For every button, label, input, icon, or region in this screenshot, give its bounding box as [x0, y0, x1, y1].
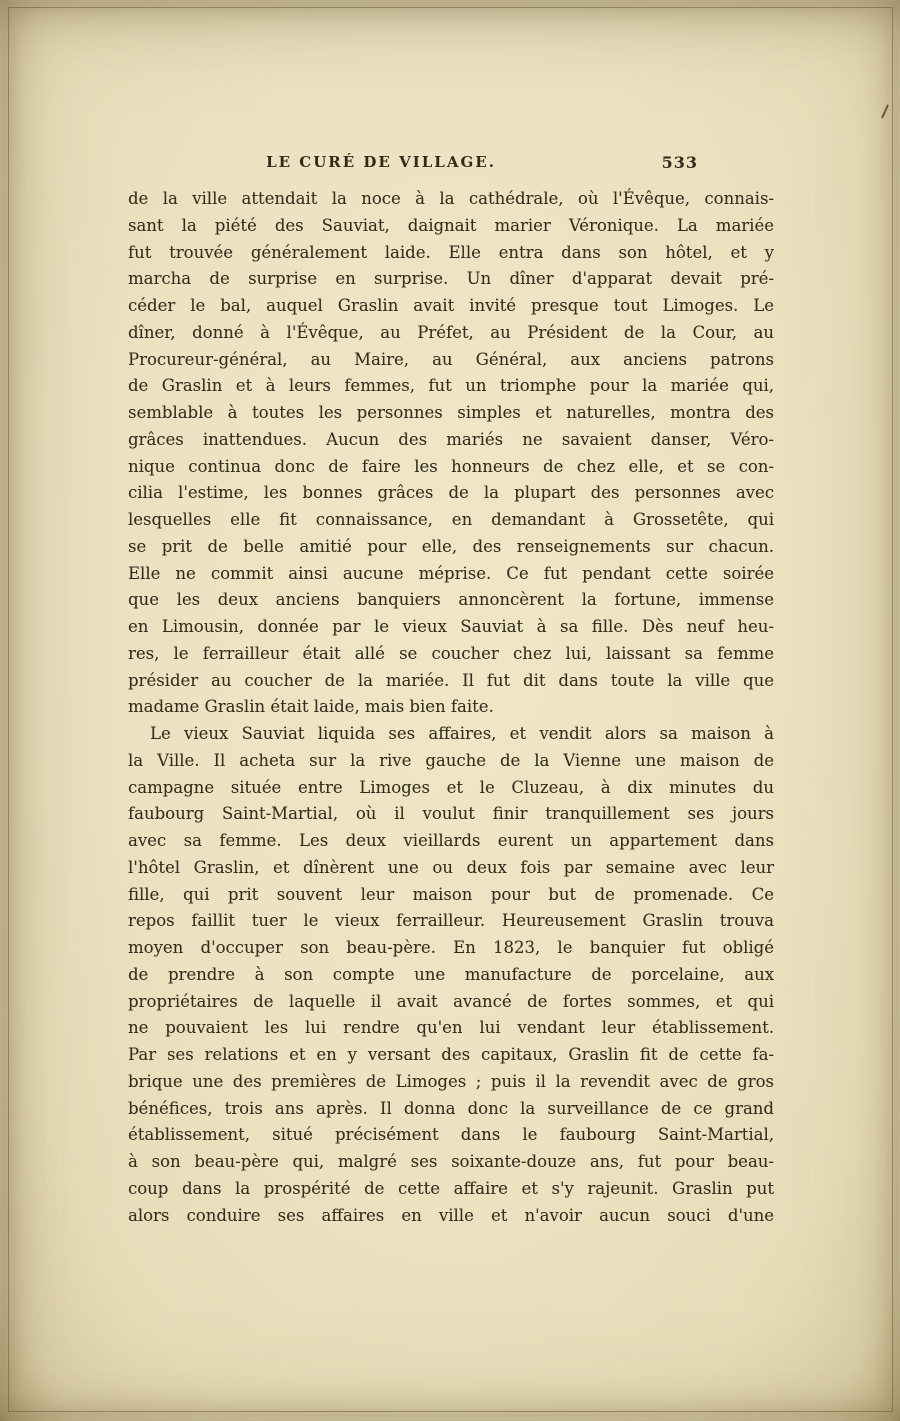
text-line: alors conduire ses affaires en ville et n'avoir aucun souci d'une — [128, 1205, 774, 1225]
text-line: que les deux anciens banquiers annoncèrent la fortune, immense — [128, 590, 774, 610]
running-header — [128, 153, 774, 175]
text-line: de Graslin et à leurs femmes, fut un triomphe pour la mariée qui, — [128, 376, 774, 396]
text-line: l'hôtel Graslin, et dînèrent une ou deux fois par semaine avec leur — [128, 857, 774, 877]
text-line: brique une des premières de Limoges ; puis il la revendit avec de gros — [128, 1071, 774, 1091]
text-line: bénéfices, trois ans après. Il donna donc la surveillance de ce grand — [128, 1098, 774, 1118]
text-line: fut trouvée généralement laide. Elle entra dans son hôtel, et y — [128, 242, 774, 262]
text-line: propriétaires de laquelle il avait avancé de fortes sommes, et qui — [128, 991, 774, 1011]
text-line: grâces inattendues. Aucun des mariés ne savaient danser, Véro- — [128, 429, 774, 449]
text-line: Par ses relations et en y versant des capitaux, Graslin fit de cette fa- — [128, 1045, 774, 1064]
text-line: marcha de surprise en surprise. Un dîner d'apparat devait pré- — [128, 269, 774, 289]
text-line: faubourg Saint-Martial, où il voulut finir tranquillement ses jours — [128, 804, 774, 824]
text-line: repos faillit tuer le vieux ferrailleur. Heureusement Graslin trouva — [128, 911, 774, 931]
text-line: dîner, donné à l'Évêque, au Préfet, au Président de la Cour, au — [128, 322, 774, 342]
text-line: semblable à toutes les personnes simples et naturelles, montra des — [128, 403, 774, 422]
text-line: Le vieux Sauviat liquida ses affaires, et vendit alors sa maison à — [150, 724, 774, 743]
text-line: présider au coucher de la mariée. Il fut dit dans toute la ville que — [128, 670, 774, 690]
text-line: de prendre à son compte une manufacture de porcelaine, aux — [128, 964, 774, 984]
text-line: campagne située entre Limoges et le Cluzeau, à dix minutes du — [128, 777, 774, 797]
paragraph — [128, 721, 774, 1229]
paragraph — [128, 186, 774, 721]
text-line: établissement, situé précisément dans le faubourg Saint-Martial, — [128, 1125, 774, 1145]
text-line: la Ville. Il acheta sur la rive gauche de la Vienne une maison de — [128, 750, 774, 770]
running-header-title: LE CURÉ DE VILLAGE. — [266, 153, 496, 171]
text-line: se prit de belle amitié pour elle, des renseignements sur chacun. — [128, 536, 774, 556]
text-line: lesquelles elle fit connaissance, en demandant à Grossetête, qui — [128, 510, 774, 529]
text-line: Procureur-général, au Maire, au Général, aux anciens patrons — [128, 349, 774, 369]
text-line: coup dans la prospérité de cette affaire et s'y rajeunit. Graslin put — [128, 1178, 774, 1198]
text-line: de la ville attendait la noce à la cathédrale, où l'Évêque, connais- — [128, 189, 774, 208]
text-line: fille, qui prit souvent leur maison pour but de promenade. Ce — [128, 884, 774, 904]
text-line: sant la piété des Sauviat, daignait marier Véronique. La mariée — [128, 215, 774, 235]
text-line: avec sa femme. Les deux vieillards eurent un appartement dans — [128, 831, 774, 850]
text-line: nique continua donc de faire les honneurs de chez elle, et se con- — [128, 456, 774, 476]
text-line: Elle ne commit ainsi aucune méprise. Ce fut pendant cette soirée — [128, 563, 774, 583]
text-line: en Limousin, donnée par le vieux Sauviat à sa fille. Dès neuf heu- — [128, 617, 774, 636]
text-line: moyen d'occuper son beau-père. En 1823, le banquier fut obligé — [128, 938, 774, 957]
text-line: madame Graslin était laide, mais bien faite. — [128, 697, 494, 717]
text-line: céder le bal, auquel Graslin avait invité presque tout Limoges. Le — [128, 296, 774, 315]
body-text — [128, 186, 774, 1229]
text-line: à son beau-père qui, malgré ses soixante-douze ans, fut pour beau- — [128, 1152, 774, 1171]
text-line: cilia l'estime, les bonnes grâces de la plupart des personnes avec — [128, 483, 774, 503]
text-line: ne pouvaient les lui rendre qu'en lui vendant leur établissement. — [128, 1018, 774, 1038]
page-number: 533 — [661, 153, 698, 172]
text-line: res, le ferrailleur était allé se coucher chez lui, laissant sa femme — [128, 643, 774, 663]
